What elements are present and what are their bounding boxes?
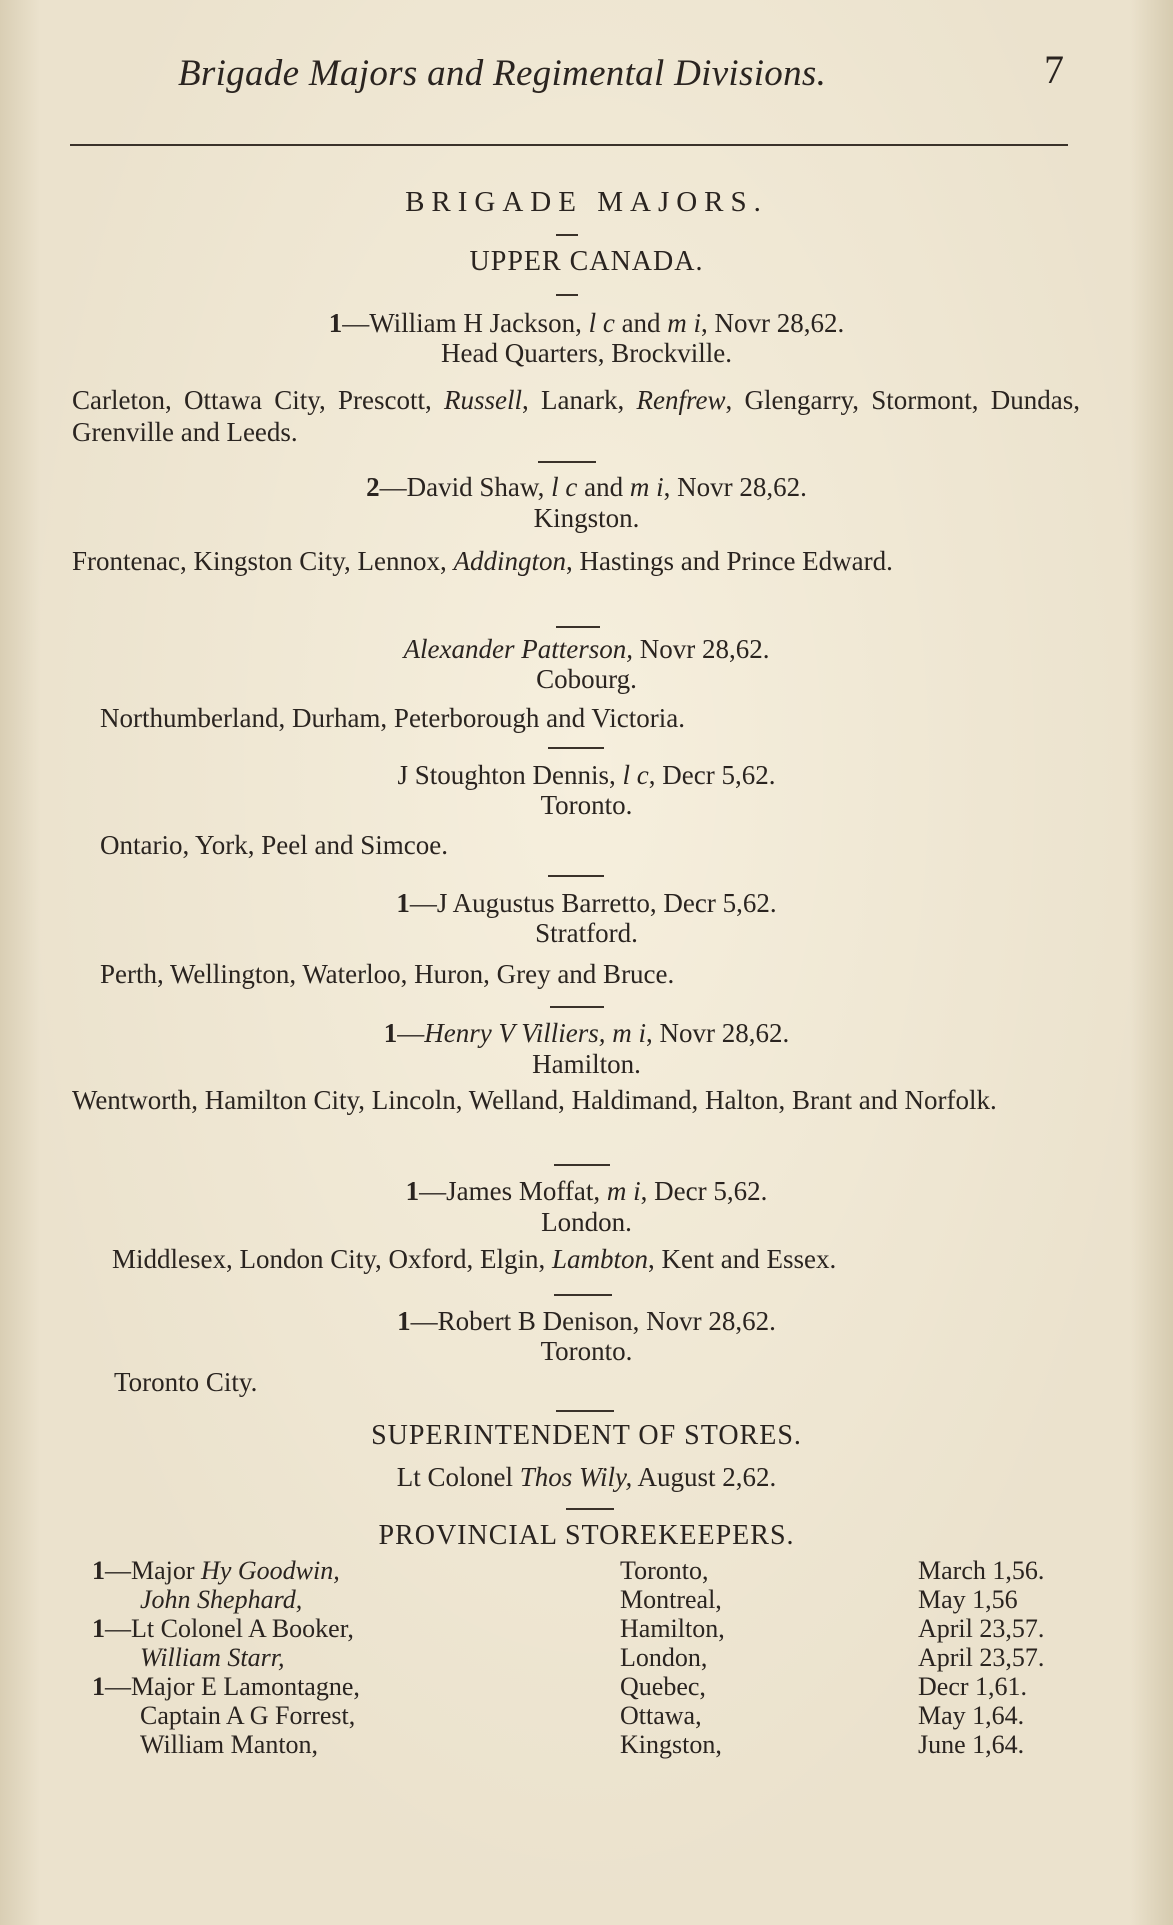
entry-headquarters: Toronto. <box>540 790 633 820</box>
storekeeper-date: Decr 1,61. <box>918 1672 1028 1701</box>
entry-name: J Augustus Barretto, <box>436 888 657 918</box>
entry-rank: m i <box>612 1018 646 1048</box>
entry-counties <box>100 702 685 734</box>
entry-number: 1 <box>328 308 343 338</box>
entry-name: Alexander Patterson, <box>403 634 633 664</box>
entry-number: 2 <box>366 472 380 502</box>
storekeeper-place: Hamilton, <box>620 1614 725 1643</box>
county-text: Toronto City. <box>114 1367 258 1397</box>
entry-date: Novr 28,62. <box>639 1306 776 1336</box>
entry-number: 1 <box>396 888 410 918</box>
header-rule <box>70 144 1068 146</box>
county-text: Wentworth, Hamilton City, Lincoln, Welland, Haldimand, Halton, Brant and Norfolk. <box>72 1085 997 1115</box>
storekeeper-name <box>92 1585 620 1614</box>
entry-name: David Shaw, <box>406 472 545 502</box>
running-header-title: Brigade Majors and Regimental Divisions. <box>178 53 827 94</box>
entry-date: Novr 28,62. <box>670 472 807 502</box>
county-text: Lambton <box>551 1244 648 1274</box>
storekeeper-place: Ottawa, <box>620 1701 702 1730</box>
county-text: Middlesex, London City, Oxford, Elgin, <box>112 1244 552 1274</box>
table-row <box>92 1614 1082 1643</box>
entry-counties <box>112 1243 836 1275</box>
entry-date: Novr 28,62. <box>652 1018 790 1048</box>
divider <box>548 747 604 749</box>
entry-heading <box>0 760 1173 791</box>
entry-counties <box>72 545 1080 577</box>
storekeeper-name <box>92 1643 620 1672</box>
entry-rank: and <box>614 308 668 338</box>
divider <box>554 1164 610 1166</box>
entry-heading: 1—William H Jackson, l c and m i, Novr 28,62. <box>328 308 845 338</box>
storekeeper-date: June 1,64. <box>918 1730 1025 1759</box>
entry-headquarters: Toronto. <box>540 1336 633 1366</box>
name-text: John Shephard, <box>140 1585 303 1614</box>
entry-rank: m i <box>667 308 702 338</box>
entry-headquarters: Kingston. <box>533 503 640 533</box>
storekeeper-place: Quebec, <box>620 1672 706 1701</box>
storekeeper-date: March 1,56. <box>918 1556 1045 1585</box>
entry-rank: l c <box>551 472 578 502</box>
entry-counties <box>100 958 674 990</box>
entry-headquarters: Hamilton. <box>532 1049 641 1079</box>
table-row <box>92 1643 1082 1672</box>
storekeeper-name <box>92 1672 620 1701</box>
entry-date: Decr 5,62. <box>647 1176 768 1206</box>
entry-headquarters: Head Quarters, Brockville. <box>441 338 732 368</box>
storekeeper-date: May 1,56 <box>918 1585 1018 1614</box>
entry-rank <box>582 308 589 338</box>
entry-name: Robert B Denison, <box>437 1306 640 1336</box>
entry-number: 1 <box>92 1556 105 1585</box>
county-text: , Hastings and Prince Edward. <box>565 546 893 576</box>
storekeeper-name <box>92 1556 620 1585</box>
entry-number: 1 <box>92 1614 105 1643</box>
name-text: —Major <box>105 1556 202 1585</box>
county-text: , Glengarry, Stormont, Dundas, Grenville and Leeds. <box>72 385 1081 447</box>
table-row <box>92 1701 1082 1730</box>
entry-headquarters: London. <box>541 1207 632 1237</box>
section-title: BRIGADE MAJORS. <box>405 186 768 218</box>
entry-date: Novr 28,62. <box>707 308 845 338</box>
county-text: , Lanark, <box>522 385 637 415</box>
entry-rank: and <box>577 472 630 502</box>
table-row <box>92 1556 1082 1585</box>
storekeeper-date: April 23,57. <box>918 1643 1045 1672</box>
entry-rank: , <box>640 1176 648 1206</box>
entry-rank: , <box>701 308 708 338</box>
county-text: Addington <box>453 546 566 576</box>
divider <box>538 461 596 463</box>
entry-headquarters: Stratford. <box>535 918 638 948</box>
entry-name: William H Jackson, <box>369 308 582 338</box>
divider <box>566 1508 614 1510</box>
name-text: —Major E Lamontagne, <box>105 1672 360 1701</box>
table-row <box>92 1672 1082 1701</box>
entry-counties <box>72 384 1080 448</box>
entry-date: Decr 5,62. <box>656 888 777 918</box>
entry-rank: m i <box>606 1176 641 1206</box>
entry-name: James Moffat, <box>446 1176 601 1206</box>
entry-heading: 2—David Shaw, l c and m i, Novr 28,62. <box>366 472 807 502</box>
divider <box>556 626 600 628</box>
county-text: , Kent and Essex. <box>648 1244 837 1274</box>
storekeeper-place: Kingston, <box>620 1730 722 1759</box>
entry-counties <box>72 1084 1080 1116</box>
storekeeper-place: Toronto, <box>620 1556 709 1585</box>
storekeeper-place: London, <box>620 1643 708 1672</box>
county-text: Carleton, Ottawa City, Prescott, <box>72 385 445 415</box>
entry-heading: 1—James Moffat, m i, Decr 5,62. <box>405 1176 768 1206</box>
storekeeper-name <box>92 1614 620 1643</box>
entry-rank: l c <box>588 308 615 338</box>
section-subtitle: UPPER CANADA. <box>469 246 704 277</box>
entry-rank: , <box>648 760 656 790</box>
table-row <box>92 1730 1082 1759</box>
superintendent-date: August 2,62. <box>632 1462 777 1492</box>
divider <box>548 875 604 877</box>
divider <box>556 234 578 236</box>
entry-number: 1 <box>383 1018 398 1048</box>
entry-rank: m i <box>629 472 664 502</box>
entry-rank: , <box>645 1018 653 1048</box>
entry-name: Henry V Villiers, <box>424 1018 606 1048</box>
storekeeper-date: April 23,57. <box>918 1614 1045 1643</box>
table-row <box>92 1585 1082 1614</box>
storekeepers-title: PROVINCIAL STOREKEEPERS. <box>378 1520 795 1551</box>
entry-rank: , <box>663 472 671 502</box>
entry-rank: l c <box>622 760 649 790</box>
storekeepers-table <box>92 1556 1082 1759</box>
entry-rank <box>616 760 623 790</box>
name-text: Captain A G Forrest, <box>140 1701 356 1730</box>
divider <box>554 1294 612 1296</box>
storekeeper-name <box>92 1701 620 1730</box>
entry-number: 1 <box>397 1306 411 1336</box>
name-text: Hy Goodwin, <box>201 1556 340 1585</box>
name-text: William Manton, <box>140 1730 319 1759</box>
entry-heading: 1—Henry V Villiers, m i, Novr 28,62. <box>383 1018 790 1048</box>
entry-date: Novr 28,62. <box>632 634 770 664</box>
storekeeper-date: May 1,64. <box>918 1701 1025 1730</box>
entry-heading: 1—J Augustus Barretto, Decr 5,62. <box>396 888 777 918</box>
divider <box>550 1006 604 1008</box>
storekeeper-place: Montreal, <box>620 1585 722 1614</box>
entry-rank <box>600 1176 607 1206</box>
entry-headquarters: Cobourg. <box>536 664 637 694</box>
entry-date: Decr 5,62. <box>655 760 776 790</box>
superintendent-title: SUPERINTENDENT OF STORES. <box>371 1420 802 1451</box>
name-text: William Starr, <box>140 1643 285 1672</box>
county-text: Perth, Wellington, Waterloo, Huron, Grey and Bruce. <box>100 959 675 989</box>
entry-counties <box>114 1366 257 1398</box>
county-text: Renfrew <box>636 385 726 415</box>
divider <box>556 1410 614 1412</box>
county-text: Russell <box>444 385 523 415</box>
entry-number: 1 <box>405 1176 420 1206</box>
entry-heading: 1—Robert B Denison, Novr 28,62. <box>397 1306 776 1336</box>
page-number: 7 <box>1044 47 1064 92</box>
county-text: Ontario, York, Peel and Simcoe. <box>100 830 448 860</box>
name-text: —Lt Colonel A Booker, <box>105 1614 354 1643</box>
superintendent-line <box>0 1462 1173 1493</box>
entry-counties <box>100 829 448 861</box>
superintendent-rank: Lt Colonel <box>396 1462 520 1492</box>
entry-number: 1 <box>92 1672 105 1701</box>
entry-heading <box>0 634 1173 665</box>
county-text: Northumberland, Durham, Peterborough and Victoria. <box>100 703 685 733</box>
entry-name: J Stoughton Dennis, <box>397 760 616 790</box>
county-text: Frontenac, Kingston City, Lennox, <box>72 546 454 576</box>
superintendent-name: Thos Wily, <box>519 1462 633 1492</box>
storekeeper-name <box>92 1730 620 1759</box>
divider <box>556 294 578 296</box>
